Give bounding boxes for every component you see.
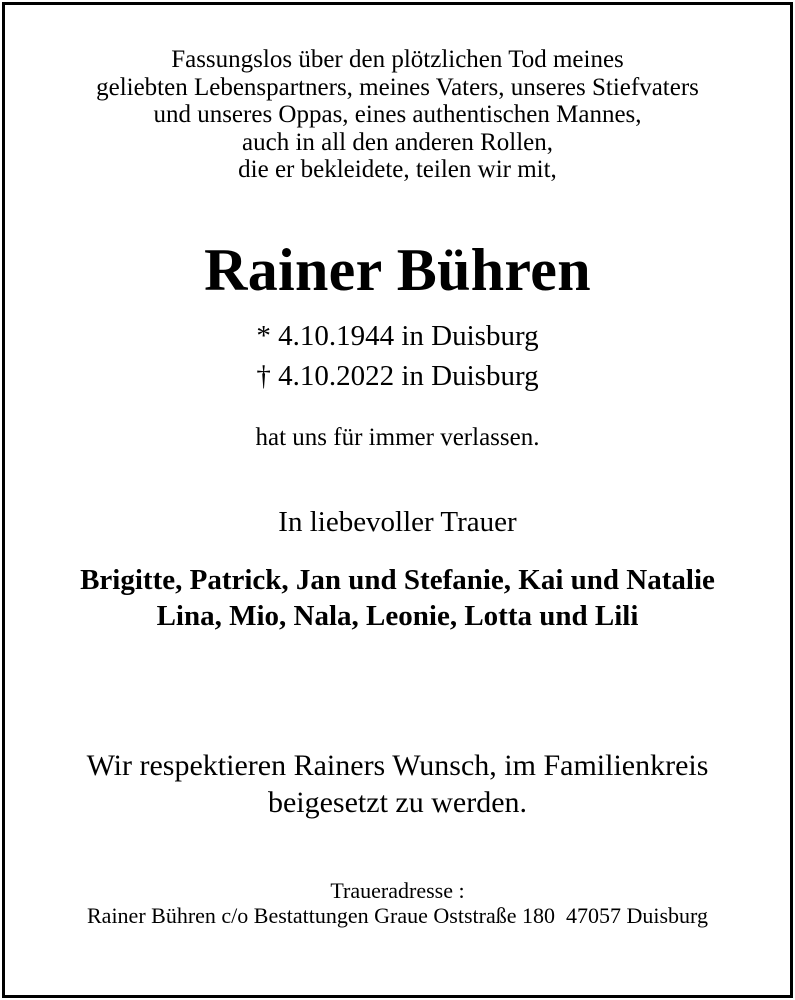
mourning-text: In liebevoller Trauer: [278, 506, 517, 538]
intro-line: auch in all den anderen Rollen,: [242, 128, 553, 156]
life-dates: [0, 316, 795, 396]
passed-text: hat uns für immer verlassen.: [255, 424, 540, 451]
family-line: Lina, Mio, Nala, Leonie, Lotta und Lili: [156, 600, 639, 632]
intro-line: die er bekleidete, teilen wir mit,: [238, 156, 557, 183]
birth-date: * 4.10.1944 in Duisburg: [256, 320, 539, 352]
burial-wish: [0, 747, 795, 821]
death-date: † 4.10.2022 in Duisburg: [256, 360, 539, 392]
deceased-name: Rainer Bühren: [204, 237, 591, 303]
family-names: [0, 562, 795, 634]
intro-line: und unseres Oppas, eines authentischen Mannes,: [153, 101, 642, 128]
family-line: Brigitte, Patrick, Jan und Stefanie, Kai und Natalie: [80, 564, 715, 596]
intro-text: [0, 46, 795, 184]
intro-line: Fassungslos über den plötzlichen Tod meines: [171, 46, 624, 73]
wish-line: beigesetzt zu werden.: [267, 786, 528, 819]
wish-line: Wir respektieren Rainers Wunsch, im Familienkreis: [86, 749, 709, 782]
address-text: Rainer Bühren c/o Bestattungen Graue Oststraße 180 47057 Duisburg: [87, 903, 708, 928]
address-label: Traueradresse :: [330, 878, 465, 903]
intro-line: geliebten Lebenspartners, meines Vaters, unseres Stiefvaters: [96, 73, 699, 101]
